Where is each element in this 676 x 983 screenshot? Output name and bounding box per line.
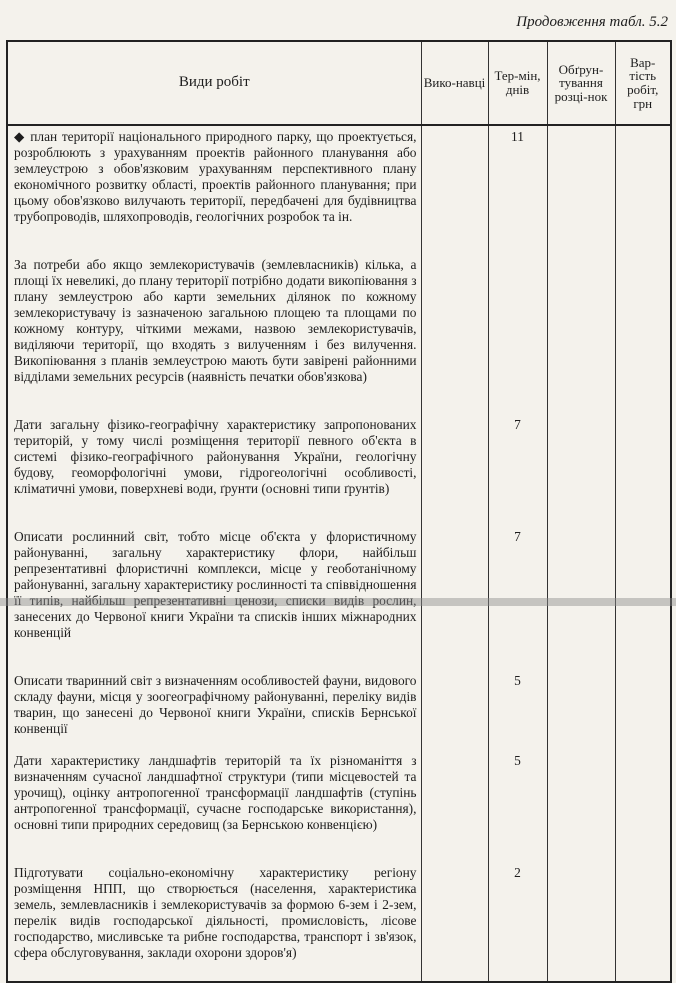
works-table	[6, 40, 672, 983]
work-item-park-plan: ◆ план території національного природного парку, що проектується, розроблюють з урахуванням проектів районного планування або землеустрою з обов'язковим урахуванням перспективного плану економічного розвитку області, проектів районного планування; при цьому обов'язково вилучають території, передбачені для будівництва трубопроводів, шляхопроводів, геологічних розробок та ін.	[14, 129, 417, 224]
term-days-value: 5	[514, 673, 521, 688]
work-item-fauna: Описати тваринний світ з визначенням особливостей фауни, видового складу фауни, місця у зоогеографічному районуванні, переліку видів тварин, що занесені до Червоної книги України, списків Бернської конвенції	[14, 673, 417, 736]
term-days-value: 7	[514, 529, 521, 544]
header-executors: Вико-навці	[421, 41, 488, 125]
header-work-types: Види робіт	[7, 41, 421, 125]
work-item-land-copies: За потреби або якщо землекористувачів (землевласників) кілька, а площі їх невеликі, до плану території потрібно додати викопіювання з плану землеустрою або карти земельних ділянок по кожному землекористувачу із зазначеною загальною площею та площами по кожному контуру, чіткими межами, назвою землекористувачів, виділяючи території, що входять з вилученням і без вилучення. Викопіювання з планів землеустрою мають бути завірені районними відділами земельних ресурсів (наявність печатки обов'язкова)	[14, 257, 417, 384]
table-header-row	[7, 41, 671, 125]
header-justification: Обґрун-тування розці-нок	[547, 41, 615, 125]
work-item-socio-economic: Підготувати соціально-економічну характеристику регіону розміщення НПП, що створюється (населення, характеристика земель, землевласників і землекористувачів за формою 6-зем і 2-зем, перелік видів господарської діяльності, промисловість, лісове господарство, мисливське та рибне господарства, транспорт і зв'язок, сфера обслуговування, заклади охорони здоров'я)	[14, 865, 417, 960]
work-item-landscapes: Дати характеристику ландшафтів територій та їх різноманіття з визначенням сучасної ландшафтної структури (типи місцевостей та урочищ), оцінку антропогенної трансформації ландшафтів (ступінь антропогенної трансформації, сучасне господарське використання), основні типи природних середовищ (за Бернською конвенцією)	[14, 753, 417, 832]
header-term-days: Тер-мін, днів	[488, 41, 547, 125]
term-days-value: 11	[511, 129, 524, 144]
work-item-flora: Описати рослинний світ, тобто місце об'єкта у флористичному районуванні, загальну характеристику флори, найбільш репрезентативні флористичні комплекси, місце у геоботанічному районуванні, загальну характеристику рослинності та співвідношення її типів, найбільш репрезентативні ценози, списки видів рослин, занесених до Червоної книги України та списків інших міжнародних конвенцій	[14, 529, 417, 640]
table-continuation-caption: Продовження табл. 5.2	[516, 14, 668, 30]
term-days-value: 5	[514, 753, 521, 768]
term-days-value: 2	[514, 865, 521, 880]
executors-cell	[421, 125, 488, 982]
term-days-cell	[488, 125, 547, 982]
term-days-value	[489, 257, 547, 417]
work-types-cell	[7, 125, 421, 982]
term-days-value: 7	[514, 417, 521, 432]
header-cost: Вар-тість робіт, грн	[615, 41, 671, 125]
cost-cell	[615, 125, 671, 982]
work-item-physical-geography: Дати загальну фізико-географічну характеристику запропонованих територій, у тому числі розміщення території певного об'єкта в системі фізико-географічного районування України, геологічну будову, геоморфологічні умови, гідрогеологічні особливості, кліматичні умови, поверхневі води, ґрунти (основні типи ґрунтів)	[14, 417, 417, 496]
justification-cell	[547, 125, 615, 982]
table-body-row	[7, 125, 671, 982]
scan-streak	[0, 598, 676, 606]
